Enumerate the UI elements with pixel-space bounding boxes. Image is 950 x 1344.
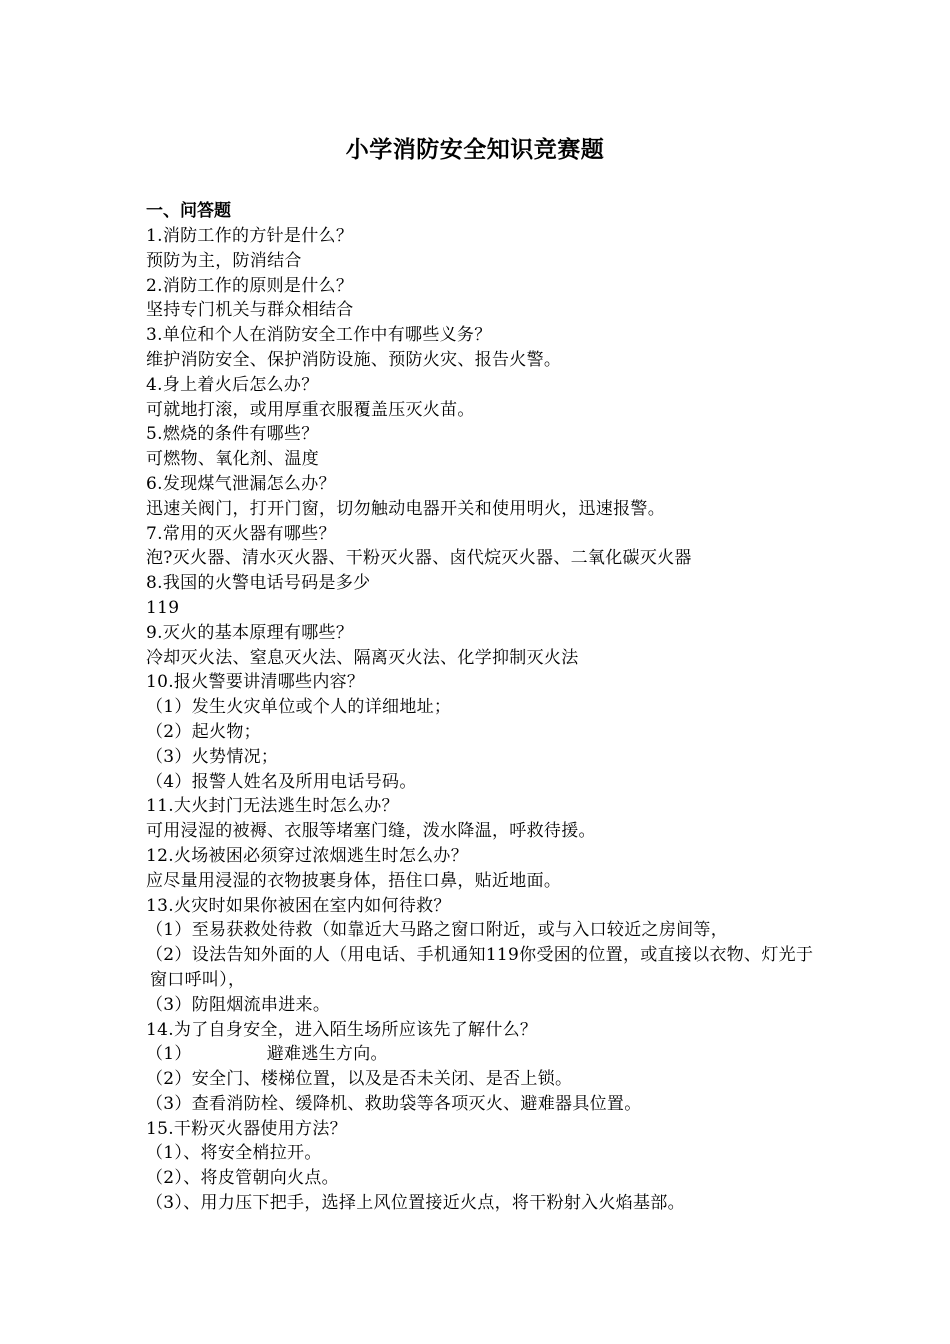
answer-10-item-2: （2）起火物； (146, 721, 261, 742)
answer-13-item-3: （3）防阻烟流串进来。 (146, 994, 331, 1015)
answer-3: 维护消防安全、保护消防设施、预防火灾、报告火警。 (146, 349, 562, 370)
question-10: 10.报火警要讲清哪些内容？ (146, 672, 365, 693)
answer-14-item-3: （3）查看消防栓、缓降机、救助袋等各项灭火、避难器具位置。 (146, 1093, 642, 1114)
answer-14-item-2: （2）安全门、楼梯位置，以及是否未关闭、是否上锁。 (146, 1069, 573, 1090)
question-2: 2.消防工作的原则是什么？ (146, 275, 354, 296)
answer-7: 泡?灭火器、清水灭火器、干粉灭火器、卤代烷灭火器、二氧化碳灭火器 (146, 548, 692, 569)
question-9: 9.灭火的基本原理有哪些？ (146, 622, 354, 643)
answer-8: 119 (146, 597, 180, 618)
answer-15-item-2: （2）、将皮管朝向火点。 (146, 1168, 339, 1189)
answer-4: 可就地打滚，或用厚重衣服覆盖压灭火苗。 (146, 399, 475, 420)
answer-10-item-3: （3）火势情况； (146, 746, 279, 767)
answer-2: 坚持专门机关与群众相结合 (146, 300, 354, 321)
answer-6: 迅速关阀门，打开门窗，切勿触动电器开关和使用明火，迅速报警。 (146, 498, 665, 519)
question-14: 14.为了自身安全，进入陌生场所应该先了解什么？ (146, 1019, 538, 1040)
answer-14-item-1-number: （1） (146, 1044, 192, 1065)
question-1: 1.消防工作的方针是什么？ (146, 226, 354, 246)
question-8: 8.我国的火警电话号码是多少 (146, 573, 371, 594)
answer-14-item-1-text: 避难逃生方向。 (266, 1044, 388, 1065)
section-heading: 一、问答题 (146, 201, 231, 221)
question-3: 3.单位和个人在消防安全工作中有哪些义务？ (146, 325, 492, 346)
answer-11: 可用浸湿的被褥、衣服等堵塞门缝，泼水降温，呼救待援。 (146, 821, 596, 842)
answer-10-item-1: （1）发生火灾单位或个人的详细地址； (146, 697, 452, 718)
question-6: 6.发现煤气泄漏怎么办？ (146, 473, 336, 494)
document-body (146, 224, 816, 1216)
document-title: 小学消防安全知识竞赛题 (345, 137, 605, 163)
answer-15-item-3: （3）、用力压下把手，选择上风位置接近火点，将干粉射入火焰基部。 (146, 1193, 685, 1214)
answer-15-item-1: （1）、将安全梢拉开。 (146, 1143, 322, 1164)
question-7: 7.常用的灭火器有哪些？ (146, 523, 336, 544)
question-11: 11.大火封门无法逃生时怎么办？ (146, 796, 399, 817)
question-12: 12.火场被困必须穿过浓烟逃生时怎么办？ (146, 845, 469, 866)
answer-1: 预防为主，防消结合 (146, 250, 302, 271)
answer-13-item-1: （1）至易获救处待救（如靠近大马路之窗口附近，或与入口较近之房间等， (146, 920, 729, 941)
question-13: 13.火灾时如果你被困在室内如何待救？ (146, 895, 451, 916)
answer-12: 应尽量用浸湿的衣物披裹身体，捂住口鼻，贴近地面。 (146, 870, 562, 891)
answer-10-item-4: （4）报警人姓名及所用电话号码。 (146, 771, 417, 792)
question-4: 4.身上着火后怎么办？ (146, 374, 319, 395)
question-15: 15.干粉灭火器使用方法？ (146, 1118, 347, 1139)
answer-13-item-2: （2）设法告知外面的人（用电话、手机通知119你受困的位置，或直接以衣物、灯光于窗口呼叫）， (146, 945, 814, 990)
answer-14-item-1 (146, 1042, 816, 1067)
answer-9: 冷却灭火法、窒息灭火法、隔离灭火法、化学抑制灭火法 (146, 647, 579, 668)
answer-5: 可燃物、氧化剂、温度 (146, 449, 319, 470)
question-5: 5.燃烧的条件有哪些？ (146, 424, 319, 445)
